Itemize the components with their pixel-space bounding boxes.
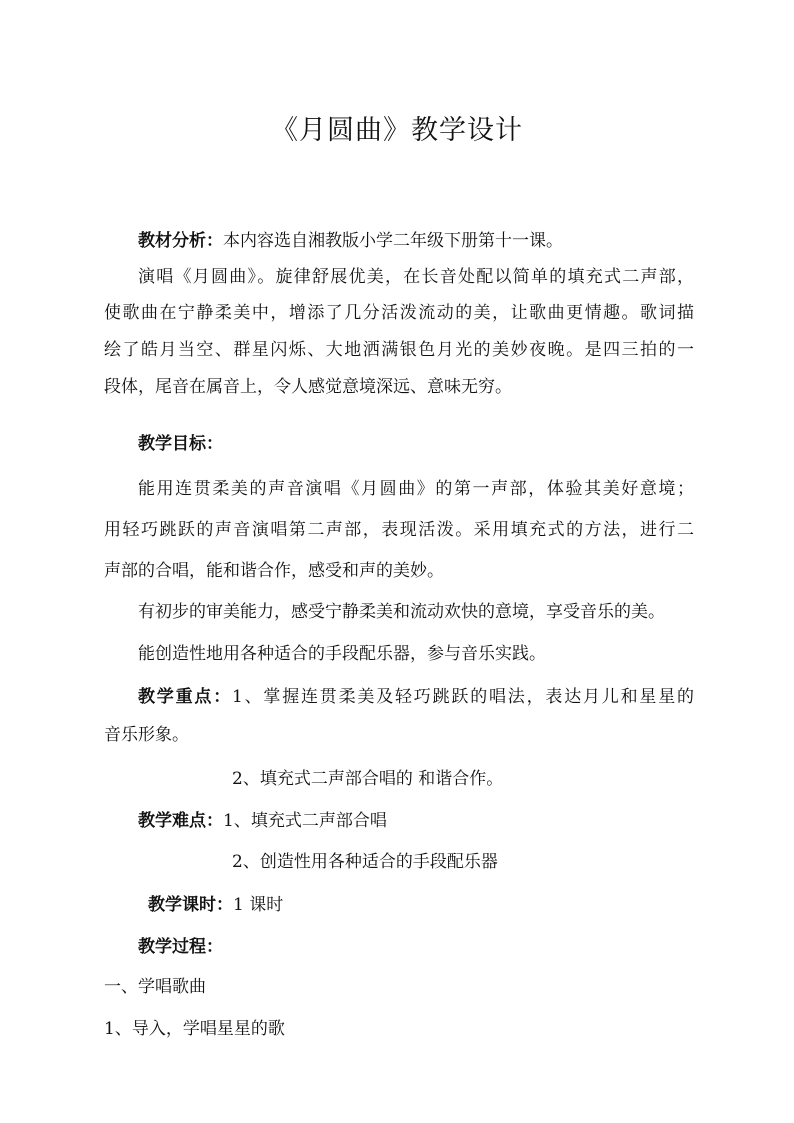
key-points-item-2: 2、填充式二声部合唱的 和谐合作。 [232, 769, 504, 789]
difficulties-label: 教学难点： [138, 811, 223, 831]
objectives-paragraph-line-1: 能用连贯柔美的声音演唱《月圆曲》的第一声部，体验其美好意境； [138, 479, 694, 499]
section-1-heading: 一、学唱歌曲 [104, 977, 206, 997]
key-points-label: 教学重点： [138, 687, 232, 707]
analysis-paragraph-line-3: 绘了皓月当空、群星闪烁、大地洒满银色月光的美妙夜晚。是四三拍的一 [104, 340, 694, 360]
objective-2: 有初步的审美能力，感受宁静柔美和流动欢快的意境，享受音乐的美。 [138, 602, 665, 622]
key-points-line-1 [138, 680, 694, 714]
analysis-line [138, 224, 694, 258]
objectives-line [138, 427, 694, 461]
key-points-line-2: 音乐形象。 [104, 725, 189, 745]
analysis-paragraph-line-4: 段体，尾音在属音上，令人感觉意境深远、意味无穷。 [104, 377, 512, 397]
process-line [138, 930, 694, 964]
document-title: 《月圆曲》教学设计 [271, 115, 523, 146]
difficulties-item-1: 1、填充式二声部合唱 [223, 811, 387, 831]
periods-label: 教学课时： [148, 895, 233, 915]
step-1: 1、导入，学唱星星的歌 [104, 1019, 285, 1039]
periods-line [148, 888, 694, 922]
objectives-paragraph-line-3: 声部的合唱，能和谐合作，感受和声的美妙。 [104, 561, 444, 581]
key-points-item-1: 1、掌握连贯柔美及轻巧跳跃的唱法，表达月儿和星星的 [232, 687, 694, 707]
analysis-paragraph-line-2: 使歌曲在宁静柔美中，增添了几分活泼流动的美，让歌曲更情趣。歌词描 [104, 303, 694, 323]
objectives-label: 教学目标： [138, 434, 223, 454]
process-label: 教学过程： [138, 937, 223, 957]
objectives-paragraph-line-2: 用轻巧跳跃的声音演唱第二声部，表现活泼。采用填充式的方法，进行二 [104, 520, 694, 540]
analysis-text: 本内容选自湘教版小学二年级下册第十一课。 [223, 231, 563, 251]
analysis-paragraph-line-1: 演唱《月圆曲》。旋律舒展优美，在长音处配以简单的填充式二声部， [138, 267, 694, 287]
difficulties-item-2: 2、创造性用各种适合的手段配乐器 [232, 852, 498, 872]
difficulties-line [138, 804, 694, 838]
objective-3: 能创造性地用各种适合的手段配乐器，参与音乐实践。 [138, 644, 546, 664]
periods-text: 1 课时 [233, 895, 284, 915]
analysis-label: 教材分析： [138, 231, 223, 251]
